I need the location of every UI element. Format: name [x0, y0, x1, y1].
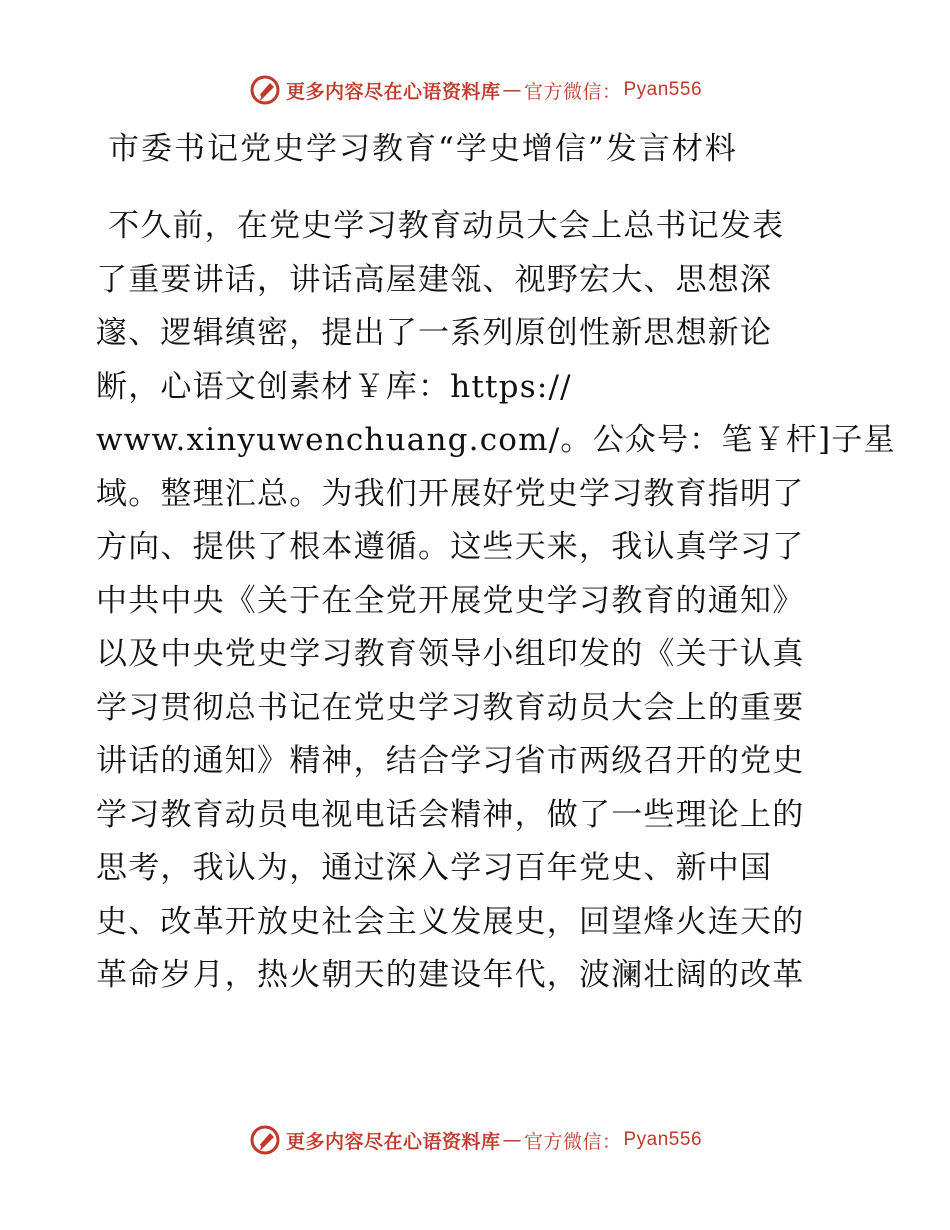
- body-line: 不久前，在党史学习教育动员大会上总书记发表: [108, 208, 785, 244]
- body-line: 断，心语文创素材￥库：https://: [96, 368, 572, 405]
- body-line: 中共中央《关于在全党开展党史学习教育的通知》: [96, 582, 805, 619]
- header-watermark-banner: [0, 70, 950, 110]
- body-line: 思考，我认为，通过深入学习百年党史、新中国: [96, 850, 773, 886]
- pen-nib-logo-icon: [248, 73, 282, 107]
- document-title: 市委书记党史学习教育“学史增信”发言材料: [108, 131, 738, 167]
- banner-separator: —: [502, 1129, 522, 1151]
- body-line: 了重要讲话，讲话高屋建瓴、视野宏大、思想深: [96, 261, 773, 298]
- banner-separator: —: [502, 79, 522, 101]
- body-line: 革命岁月，热火朝天的建设年代，波澜壮阔的改革: [96, 957, 805, 993]
- body-line: 域。整理汇总。为我们开展好党史学习教育指明了: [96, 475, 805, 512]
- banner-brand-text: 更多内容尽在心语资料库: [285, 1130, 501, 1153]
- banner-official-label: 官方微信：: [523, 80, 622, 103]
- banner-official-label: 官方微信：: [523, 1130, 622, 1153]
- body-line: 学习教育动员电视电话会精神，做了一些理论上的: [96, 796, 805, 833]
- banner-brand-text: 更多内容尽在心语资料库: [285, 80, 501, 103]
- pen-nib-logo-icon: [248, 1123, 282, 1157]
- footer-watermark-banner: [0, 1120, 950, 1160]
- body-line: 学习贯彻总书记在党史学习教育动员大会上的重要: [96, 689, 805, 726]
- body-line-url: www.xinyuwenchuang.com/。公众号：笔￥杆]子星: [96, 422, 896, 458]
- banner-handle: Pyan556: [623, 79, 703, 100]
- body-line: 史、改革开放史社会主义发展史，回望烽火连天的: [96, 903, 805, 940]
- body-line: 讲话的通知》精神，结合学习省市两级召开的党史: [96, 743, 805, 779]
- document-body: [96, 200, 896, 1003]
- body-line: 以及中央党史学习教育领导小组印发的《关于认真: [96, 636, 805, 672]
- body-line: 方向、提供了根本遵循。这些天来，我认真学习了: [96, 529, 805, 565]
- banner-handle: Pyan556: [623, 1129, 703, 1150]
- body-line: 邃、逻辑缜密，提出了一系列原创性新思想新论: [96, 315, 773, 351]
